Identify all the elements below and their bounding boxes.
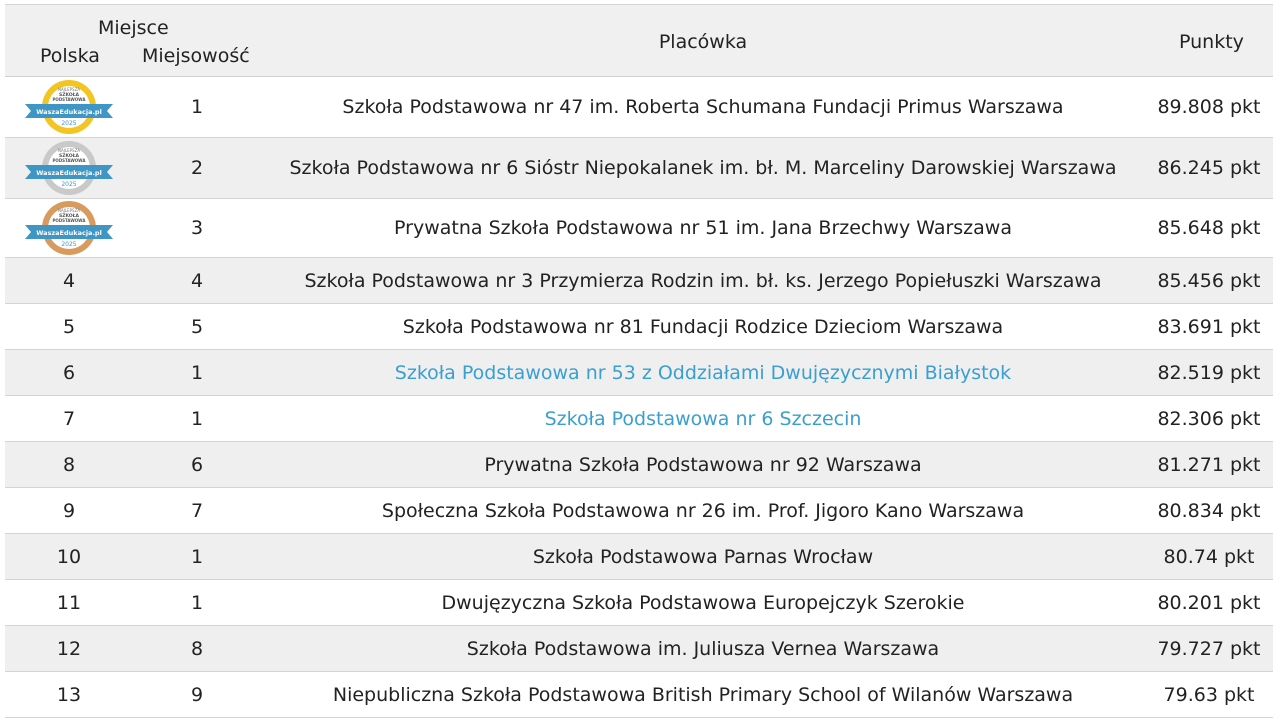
badge-top-text: NAJLEPSZA bbox=[57, 87, 81, 92]
rank-city: 1 bbox=[190, 407, 204, 430]
badge-line1: SZKOŁA bbox=[59, 154, 79, 159]
header-punkty[interactable]: Punkty bbox=[1179, 31, 1244, 53]
badge-top-text: NAJLEPSZA bbox=[57, 148, 81, 153]
rank-city: 1 bbox=[190, 96, 204, 118]
table-row bbox=[5, 580, 1273, 626]
school-name: Prywatna Szkoła Podstawowa nr 51 im. Jana Brzechwy Warszawa bbox=[394, 217, 1012, 239]
points: 85.456 pkt bbox=[1157, 269, 1261, 292]
points: 80.834 pkt bbox=[1157, 499, 1261, 522]
points: 83.691 pkt bbox=[1157, 315, 1261, 338]
school-name: Szkoła Podstawowa nr 3 Przymierza Rodzin im. bł. ks. Jerzego Popiełuszki Warszawa bbox=[304, 269, 1102, 292]
badge-line2: PODSTAWOWA bbox=[52, 158, 86, 163]
rank-city: 3 bbox=[190, 217, 204, 239]
points: 85.648 pkt bbox=[1157, 217, 1261, 239]
rank-poland: 6 bbox=[62, 361, 76, 384]
school-name-cell bbox=[261, 199, 1145, 257]
school-name: Szkoła Podstawowa Parnas Wrocław bbox=[532, 545, 874, 568]
badge-year: 2025 bbox=[61, 181, 77, 188]
rank-poland-cell bbox=[5, 442, 133, 487]
school-name-cell bbox=[261, 580, 1145, 625]
school-name: Szkoła Podstawowa nr 81 Fundacji Rodzice Dzieciom Warszawa bbox=[402, 315, 1004, 338]
rank-poland-cell bbox=[5, 580, 133, 625]
rank-poland-cell bbox=[5, 77, 133, 137]
school-name: Społeczna Szkoła Podstawowa nr 26 im. Prof. Jigoro Kano Warszawa bbox=[381, 499, 1025, 522]
school-name: Dwujęzyczna Szkoła Podstawowa Europejczyk Szerokie bbox=[441, 591, 965, 614]
school-name-cell bbox=[261, 488, 1145, 533]
table-row bbox=[5, 304, 1273, 350]
school-name-link[interactable]: Szkoła Podstawowa nr 6 Szczecin bbox=[544, 407, 862, 430]
rank-poland-cell bbox=[5, 138, 133, 198]
rank-poland: 13 bbox=[56, 683, 82, 706]
rank-poland-cell bbox=[5, 534, 133, 579]
silver-medal-badge-icon bbox=[23, 139, 115, 197]
table-row bbox=[5, 442, 1273, 488]
rank-poland: 9 bbox=[62, 499, 76, 522]
points: 86.245 pkt bbox=[1157, 157, 1261, 179]
rank-poland: 10 bbox=[56, 545, 82, 568]
rank-city: 5 bbox=[190, 315, 204, 338]
points: 79.63 pkt bbox=[1163, 683, 1255, 706]
school-name: Szkoła Podstawowa nr 47 im. Roberta Schumana Fundacji Primus Warszawa bbox=[342, 96, 1064, 118]
header-polska[interactable]: Polska bbox=[40, 45, 100, 67]
table-row bbox=[5, 626, 1273, 672]
badge-line1: SZKOŁA bbox=[59, 93, 79, 98]
school-name-cell bbox=[261, 442, 1145, 487]
rank-city: 7 bbox=[190, 499, 204, 522]
table-row bbox=[5, 138, 1273, 199]
school-name-cell bbox=[261, 258, 1145, 303]
table-row bbox=[5, 396, 1273, 442]
header-miejscowosc[interactable]: Miejsowość bbox=[142, 45, 250, 67]
points: 81.271 pkt bbox=[1157, 453, 1261, 476]
table-row bbox=[5, 258, 1273, 304]
rank-city: 4 bbox=[190, 269, 204, 292]
school-name: Prywatna Szkoła Podstawowa nr 92 Warszawa bbox=[484, 453, 922, 476]
points: 80.201 pkt bbox=[1157, 591, 1261, 614]
badge-ribbon-text: WaszaEdukacja.pl bbox=[36, 229, 102, 237]
rank-city: 2 bbox=[190, 157, 204, 179]
header-group-miejsce: Miejsce bbox=[98, 17, 169, 39]
points: 79.727 pkt bbox=[1157, 637, 1261, 660]
rank-city: 9 bbox=[190, 683, 204, 706]
badge-ribbon-text: WaszaEdukacja.pl bbox=[36, 169, 102, 177]
table-row bbox=[5, 534, 1273, 580]
ranking-table bbox=[5, 0, 1273, 720]
bronze-medal-badge-icon bbox=[23, 199, 115, 257]
rank-city: 1 bbox=[190, 591, 204, 614]
table-row bbox=[5, 672, 1273, 718]
school-name-cell bbox=[261, 534, 1145, 579]
table-row bbox=[5, 77, 1273, 138]
points: 82.519 pkt bbox=[1157, 361, 1261, 384]
school-name-cell bbox=[261, 672, 1145, 717]
rank-poland-cell bbox=[5, 350, 133, 395]
badge-line2: PODSTAWOWA bbox=[52, 218, 86, 223]
rank-poland-cell bbox=[5, 672, 133, 717]
school-name-cell bbox=[261, 626, 1145, 671]
rank-poland: 5 bbox=[62, 315, 76, 338]
badge-line1: SZKOŁA bbox=[59, 214, 79, 219]
badge-year: 2025 bbox=[61, 241, 77, 248]
points: 89.808 pkt bbox=[1157, 96, 1261, 118]
table-header bbox=[5, 4, 1273, 77]
rank-poland-cell bbox=[5, 304, 133, 349]
points: 82.306 pkt bbox=[1157, 407, 1261, 430]
rank-city: 1 bbox=[190, 361, 204, 384]
badge-top-text: NAJLEPSZA bbox=[57, 208, 81, 213]
rank-poland-cell bbox=[5, 199, 133, 257]
school-name-cell bbox=[261, 350, 1145, 395]
points: 80.74 pkt bbox=[1163, 545, 1255, 568]
rank-city: 1 bbox=[190, 545, 204, 568]
gold-medal-badge-icon bbox=[23, 78, 115, 136]
school-name: Szkoła Podstawowa im. Juliusza Vernea Warszawa bbox=[466, 637, 940, 660]
rank-poland-cell bbox=[5, 626, 133, 671]
badge-ribbon-text: WaszaEdukacja.pl bbox=[36, 108, 102, 116]
school-name-cell bbox=[261, 77, 1145, 137]
school-name: Szkoła Podstawowa nr 6 Sióstr Niepokalanek im. bł. M. Marceliny Darowskiej Warszawa bbox=[289, 157, 1117, 179]
badge-line2: PODSTAWOWA bbox=[52, 97, 86, 102]
rank-poland: 12 bbox=[56, 637, 82, 660]
school-name: Niepubliczna Szkoła Podstawowa British Primary School of Wilanów Warszawa bbox=[332, 683, 1074, 706]
rank-poland: 8 bbox=[62, 453, 76, 476]
badge-year: 2025 bbox=[61, 120, 77, 127]
header-placowka[interactable]: Placówka bbox=[658, 31, 748, 53]
school-name-cell bbox=[261, 396, 1145, 441]
school-name-cell bbox=[261, 304, 1145, 349]
table-row bbox=[5, 199, 1273, 258]
table-body bbox=[5, 77, 1273, 718]
table-row bbox=[5, 488, 1273, 534]
rank-poland: 7 bbox=[62, 407, 76, 430]
rank-poland: 11 bbox=[56, 591, 82, 614]
rank-poland-cell bbox=[5, 396, 133, 441]
rank-poland-cell bbox=[5, 488, 133, 533]
school-name-link[interactable]: Szkoła Podstawowa nr 53 z Oddziałami Dwujęzycznymi Białystok bbox=[394, 361, 1012, 384]
rank-city: 8 bbox=[190, 637, 204, 660]
table-row bbox=[5, 350, 1273, 396]
rank-poland-cell bbox=[5, 258, 133, 303]
school-name-cell bbox=[261, 138, 1145, 198]
rank-city: 6 bbox=[190, 453, 204, 476]
rank-poland: 4 bbox=[62, 269, 76, 292]
